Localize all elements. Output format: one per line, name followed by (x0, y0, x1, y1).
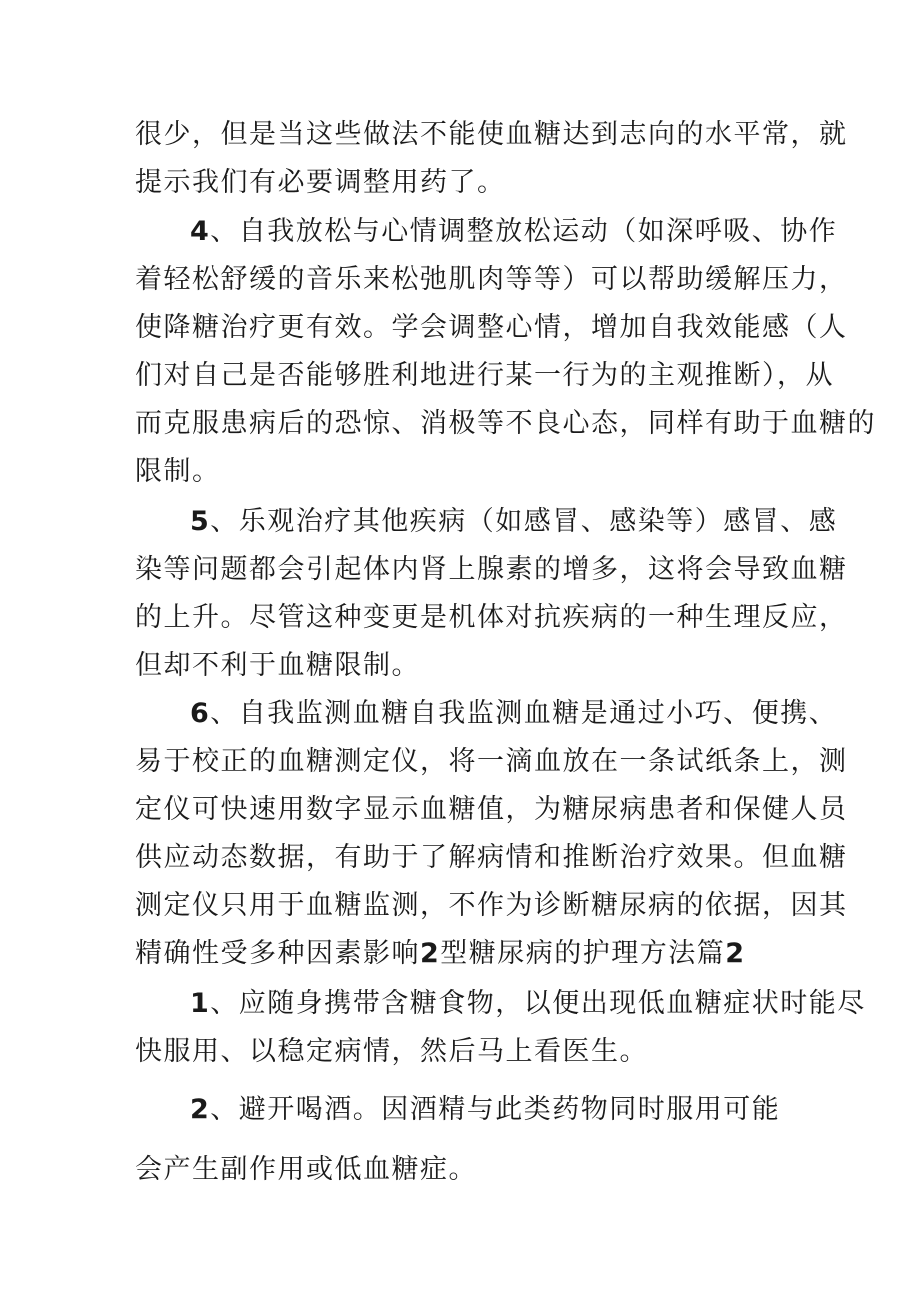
item-number: 4 (190, 216, 211, 247)
text-line: 提示我们有必要调整用药了。 (135, 167, 506, 198)
paragraph-5-first-line (190, 498, 837, 546)
text-line: 很少，但是当这些做法不能使血糖达到志向的水平常，就 (135, 119, 848, 150)
item-text: 、避开喝酒。因酒精与此类药物同时服用可能 (210, 1094, 781, 1125)
text-line: 定仪可快速用数字显示血糖值，为糖尿病患者和保健人员 (135, 794, 848, 825)
paragraph-4-first-line (190, 208, 837, 256)
text-line: 着轻松舒缓的音乐来松弛肌肉等等）可以帮助缓解压力， (135, 264, 848, 295)
text-line: 快服用、以稳定病情，然后马上看医生。 (135, 1036, 648, 1067)
item-1-first-line (190, 980, 866, 1028)
item-2-first-line (190, 1086, 780, 1134)
text-line: 限制。 (135, 456, 221, 487)
section-title-line (135, 930, 746, 978)
text-line: 的上升。尽管这种变更是机体对抗疾病的一种生理反应， (135, 602, 848, 633)
text-line: 但却不利于血糖限制。 (135, 650, 420, 681)
text-line: 易于校正的血糖测定仪，将一滴血放在一条试纸条上，测 (135, 746, 848, 777)
section-title: 型糖尿病的护理方法篇 (440, 938, 726, 969)
item-number: 1 (190, 988, 211, 1019)
text-line: 供应动态数据，有助于了解病情和推断治疗效果。但血糖 (135, 842, 848, 873)
text-line: 会产生副作用或低血糖症。 (135, 1154, 477, 1185)
item-number: 2 (190, 1094, 211, 1125)
item-number: 5 (190, 506, 211, 537)
text-fragment: 精确性受多种因素影响 (135, 938, 420, 969)
paragraph-6-first-line (190, 690, 837, 738)
text-line: 使降糖治疗更有效。学会调整心情，增加自我效能感（人 (135, 312, 848, 343)
paragraph-heading-text: 、自我监测血糖自我监测血糖是通过小巧、便携、 (210, 698, 838, 729)
section-number: 2 (725, 938, 746, 969)
paragraph-heading-text: 、自我放松与心情调整放松运动（如深呼吸、协作 (210, 216, 838, 247)
type-number: 2 (420, 938, 441, 969)
paragraph-heading-text: 、乐观治疗其他疾病（如感冒、感染等）感冒、感 (210, 506, 838, 537)
text-line: 测定仪只用于血糖监测，不作为诊断糖尿病的依据，因其 (135, 890, 848, 921)
text-line: 们对自己是否能够胜利地进行某一行为的主观推断），从 (135, 360, 834, 391)
item-text: 、应随身携带含糖食物，以便出现低血糖症状时能尽 (210, 988, 866, 1019)
text-line: 染等问题都会引起体内肾上腺素的增多，这将会导致血糖 (135, 554, 848, 585)
text-line: 而克服患病后的恐惊、消极等不良心态，同样有助于血糖的 (135, 408, 876, 439)
item-number: 6 (190, 698, 211, 729)
